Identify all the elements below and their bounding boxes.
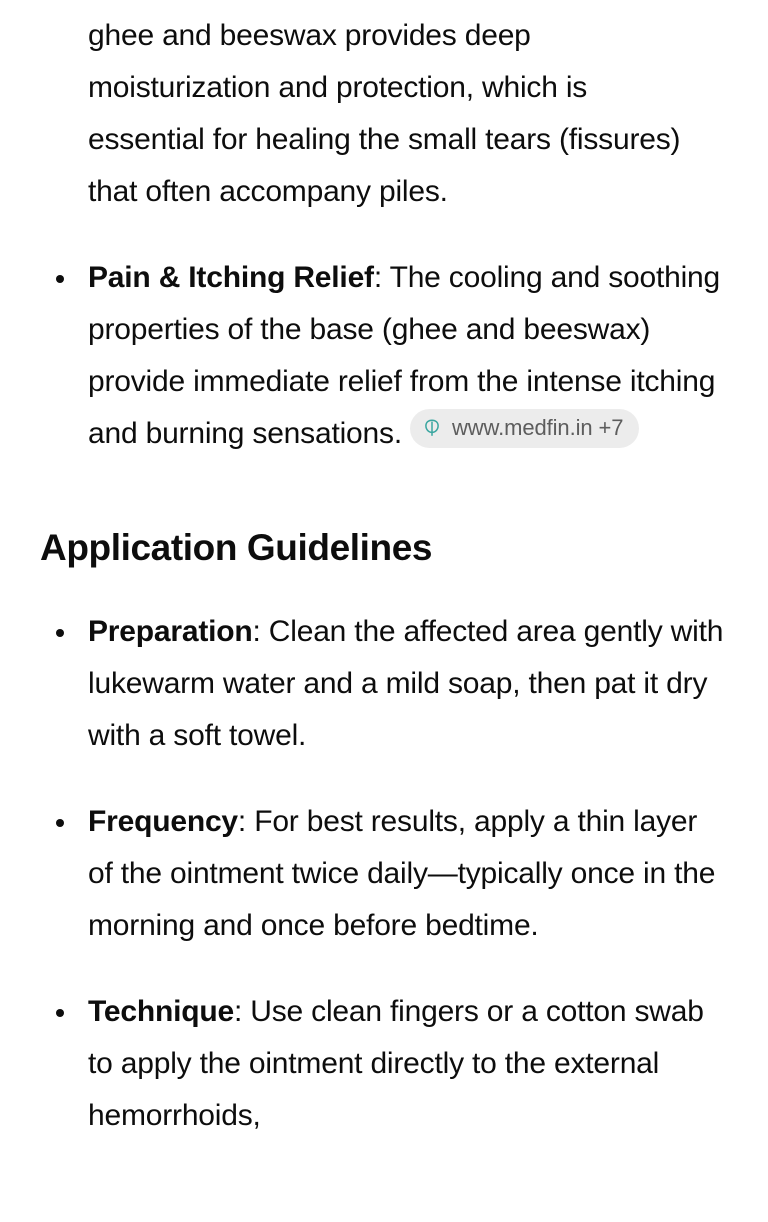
list-item (40, 252, 728, 460)
citation-chip[interactable] (410, 409, 639, 448)
intro-paragraph: ghee and beeswax provides deep moisturization and protection, which is essential for healing the small tears (fissures) that often accompany piles. (88, 19, 681, 208)
list-item (40, 606, 728, 762)
list-item-text: : The cooling and soothing properties of the base (ghee and beeswax) provide immediate relief from the intense itching and burning sensations. (88, 261, 721, 450)
list-item-lead: Technique (88, 995, 234, 1028)
section-title: Application Guidelines (40, 527, 433, 568)
list-item-lead: Frequency (88, 805, 238, 838)
list-item-text: : For best results, apply a thin layer of the ointment twice daily—typically once in the morning and once before bedtime. (88, 805, 716, 942)
list-item-lead: Preparation (88, 615, 253, 648)
citation-label: www.medfin.in +7 (451, 415, 624, 440)
list-item-lead: Pain & Itching Relief (88, 261, 374, 294)
list-item-text: : Use clean fingers or a cotton swab to apply the ointment directly to the external hemorrhoids, (88, 995, 704, 1132)
list-item (40, 986, 728, 1142)
list-item-text: : Clean the affected area gently with lukewarm water and a mild soap, then pat it dry with a soft towel. (88, 615, 724, 752)
benefits-list (40, 252, 728, 460)
list-item (40, 796, 728, 952)
leaf-favicon-icon (421, 417, 443, 439)
application-guidelines-list (40, 606, 728, 1142)
